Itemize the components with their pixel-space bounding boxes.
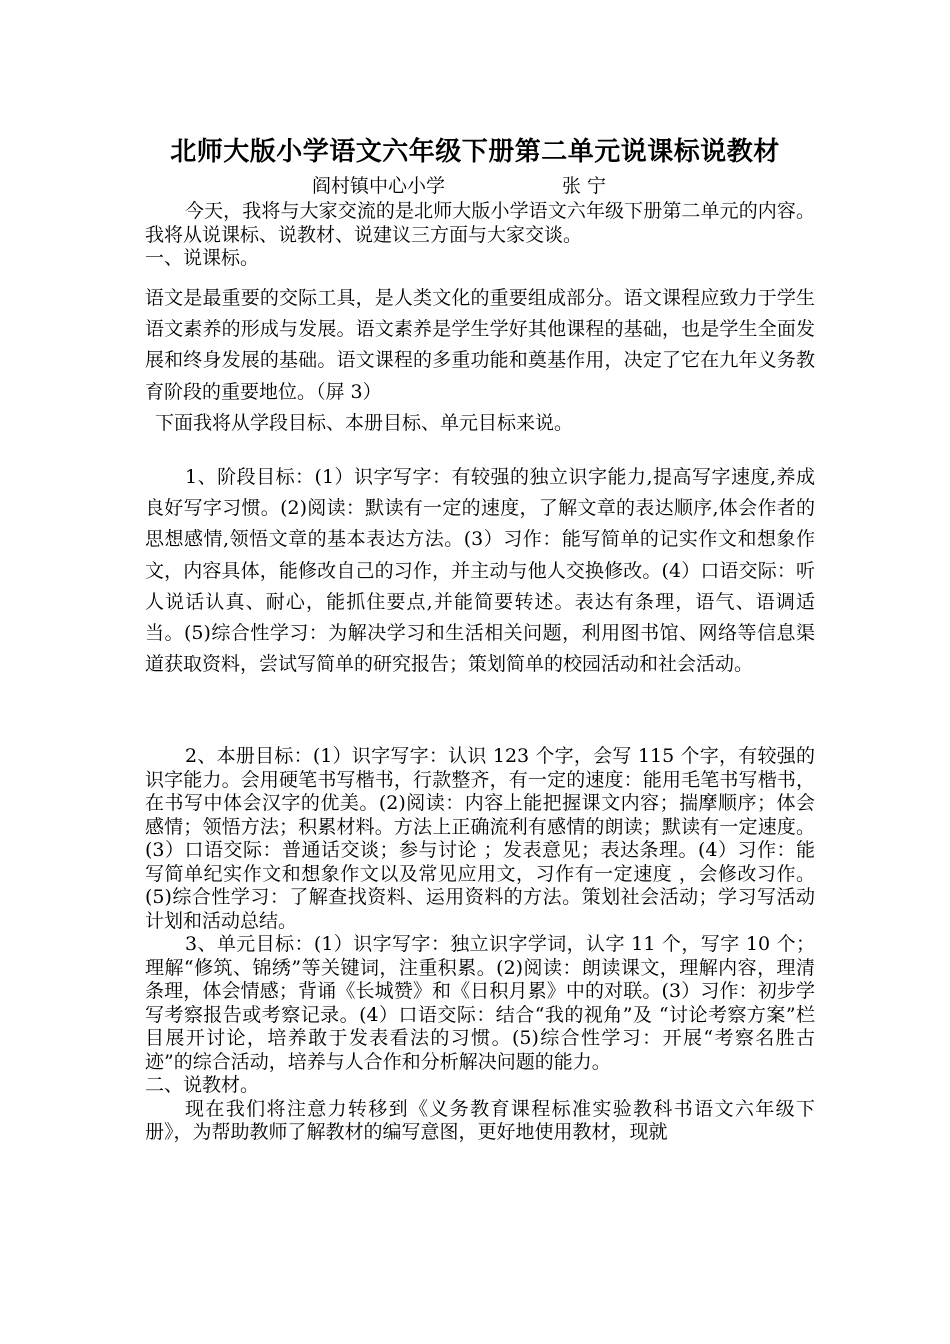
stage-goals-paragraph: 1、阶段目标：(1）识字写字：有较强的独立识字能力,提高写字速度,养成良好写字习惯。(2)阅读：默读有一定的速度，了解文章的表达顺序,体会作者的思想感情,领悟文章的基本表达方法。(3）习作：能写简单的记实作文和想象作文，内容具体，能修改自己的习作，并主动与他人交换修改。(4）口语交际：听人说话认真、耐心，能抓住要点,并能简要转述。表达有条理，语气、语调适当。(5)综合性学习：为解决学习和生活相关问题，利用图书馆、网络等信息渠道获取资料，尝试写简单的研究报告；策划简单的校园活动和社会活动。 <box>145 466 815 676</box>
intro-block <box>145 200 815 271</box>
school-name: 阎村镇中心小学 <box>312 175 446 197</box>
section-heading-curriculum: 一、说课标。 <box>145 247 260 269</box>
section-heading-textbook: 二、说教材。 <box>145 1074 260 1096</box>
curriculum-block <box>145 283 815 439</box>
textbook-paragraph: 现在我们将注意力转移到《义务教育课程标准实验教科书语文六年级下册》，为帮助教师了解教材的编写意图，更好地使用教材，现就 <box>145 1097 815 1143</box>
volume-goals-paragraph: 2、本册目标：(1）识字写字：认识 123 个字，会写 115 个字，有较强的识字能力。会用硬笔书写楷书，行款整齐，有一定的速度：能用毛笔书写楷书，在书写中体会汉字的优美。(2)阅读：内容上能把握课文内容；揣摩顺序；体会感情；领悟方法；积累材料。方法上正确流利有感情的朗读；默读有一定速度。(3）口语交际：普通话交谈；参与讨论 ；发表意见；表达条理。(4）习作：能写简单纪实作文和想象作文以及常见应用文，习作有一定速度 ，会修改习作。(5)综合性学习：了解查找资料、运用资料的方法。策划社会活动；学习写活动计划和活动总结。 <box>145 745 815 932</box>
curriculum-paragraph: 语文是最重要的交际工具，是人类文化的重要组成部分。语文课程应致力于学生语文素养的形成与发展。语文素养是学生学好其他课程的基础，也是学生全面发展和终身发展的基础。语文课程的多重功能和奠基作用，决定了它在九年义务教育阶段的重要地位。（屏 3） <box>145 287 815 403</box>
intro-paragraph: 今天，我将与大家交流的是北师大版小学语文六年级下册第二单元的内容。我将从说课标、说教材、说建议三方面与大家交谈。 <box>145 200 815 246</box>
stage-goals-block <box>145 462 815 680</box>
volume-unit-block <box>145 745 815 1145</box>
unit-goals-paragraph: 3、单元目标：(1）识字写字：独立识字学词，认字 11 个，写字 10 个；理解“修筑、锦绣”等关键词，注重积累。(2)阅读：朗读课文，理解内容，理清条理，体会情感；背诵《长城赞》和《日积月累》中的对联。(3）习作：初步学写考察报告或考察记录。(4）口语交际：结合“我的视角”及 “讨论考察方案”栏目展开讨论，培养敢于发表看法的习惯。(5)综合性学习：开展“考察名胜古迹”的综合活动，培养与人合作和分析解决问题的能力。 <box>145 933 815 1073</box>
goals-intro-paragraph: 下面我将从学段目标、本册目标、单元目标来说。 <box>155 411 574 434</box>
document-title: 北师大版小学语文六年级下册第二单元说课标说教材 <box>170 137 780 167</box>
author-name: 张 宁 <box>562 175 607 197</box>
